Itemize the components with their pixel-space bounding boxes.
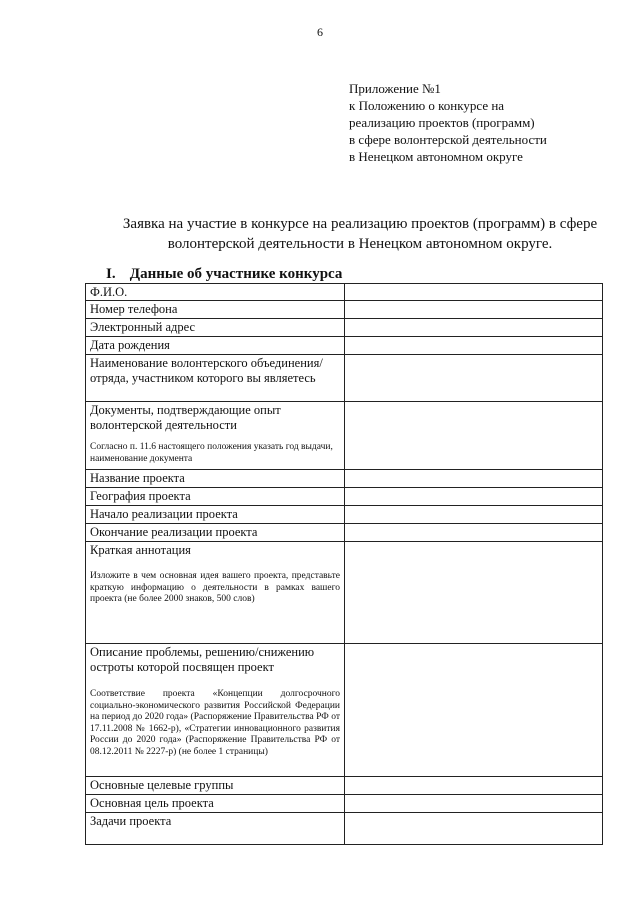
documents-label-text: Документы, подтверждающие опыт волонтерской деятельности: [90, 403, 281, 432]
field-value-target-groups[interactable]: [345, 777, 603, 795]
field-label-birth-date: Дата рождения: [86, 337, 345, 355]
field-value-fio[interactable]: [345, 284, 603, 301]
summary-label-text: Краткая аннотация: [90, 543, 191, 557]
field-label-organization: Наименование волонтерского объединения/отряда, участником которого вы являетесь: [86, 355, 345, 402]
field-label-end: Окончание реализации проекта: [86, 524, 345, 542]
field-label-summary: [86, 542, 345, 644]
field-label-target-groups: Основные целевые группы: [86, 777, 345, 795]
table-row: [86, 506, 603, 524]
field-value-tasks[interactable]: [345, 813, 603, 845]
field-label-fio: Ф.И.О.: [86, 284, 345, 301]
field-label-problem: [86, 644, 345, 777]
table-row: [86, 402, 603, 470]
field-value-organization[interactable]: [345, 355, 603, 402]
field-value-email[interactable]: [345, 319, 603, 337]
field-value-start[interactable]: [345, 506, 603, 524]
field-value-goal[interactable]: [345, 795, 603, 813]
section-heading: [106, 266, 342, 283]
section-title: Данные об участнике конкурса: [129, 266, 343, 282]
field-label-start: Начало реализации проекта: [86, 506, 345, 524]
field-label-tasks: Задачи проекта: [86, 813, 345, 845]
field-value-documents[interactable]: [345, 402, 603, 470]
appendix-line: в сфере волонтерской деятельности: [349, 132, 547, 147]
appendix-line: к Положению о конкурсе на: [349, 98, 505, 113]
appendix-line: в Ненецком автономном округе: [349, 149, 523, 164]
table-row: [86, 470, 603, 488]
table-row: [86, 813, 603, 845]
field-value-problem[interactable]: [345, 644, 603, 777]
field-value-project-name[interactable]: [345, 470, 603, 488]
table-row: [86, 319, 603, 337]
participant-form-table: [85, 283, 603, 845]
problem-note: Соответствие проекта «Концепции долгосрочного социально-экономического развития Российской Федерации на период до 2020 года» (Распоряжение Правительства РФ от 17.11.2008 № 1662-р), «Стратегии инновационного развития России до 2020 года» (Распоряжение Правительства РФ от 08.12.2011 № 2227-р) (не более 1 страницы): [90, 689, 340, 757]
table-row: [86, 337, 603, 355]
page-number: 6: [317, 25, 323, 39]
field-label-documents: [86, 402, 345, 470]
appendix-header: [349, 80, 547, 165]
field-label-geography: География проекта: [86, 488, 345, 506]
table-row: [86, 301, 603, 319]
table-row: [86, 644, 603, 777]
field-label-goal: Основная цель проекта: [86, 795, 345, 813]
appendix-line: реализацию проектов (программ): [349, 115, 535, 130]
table-row: [86, 355, 603, 402]
table-row: [86, 284, 603, 301]
field-value-phone[interactable]: [345, 301, 603, 319]
table-row: [86, 542, 603, 644]
problem-label-text: Описание проблемы, решению/снижению остроты которой посвящен проект: [90, 645, 315, 674]
summary-note: Изложите в чем основная идея вашего проекта, представьте краткую информацию о деятельности в рамках вашего проекта (не более 2000 знаков, 500 слов): [90, 571, 340, 604]
documents-note: Согласно п. 11.6 настоящего положения указать год выдачи, наименование документа: [90, 442, 333, 464]
field-value-geography[interactable]: [345, 488, 603, 506]
field-value-end[interactable]: [345, 524, 603, 542]
field-value-birth-date[interactable]: [345, 337, 603, 355]
field-label-phone: Номер телефона: [86, 301, 345, 319]
field-value-summary[interactable]: [345, 542, 603, 644]
document-title: Заявка на участие в конкурсе на реализацию проектов (программ) в сфере волонтерской деятельности в Ненецком автономном округе.: [122, 216, 598, 252]
table-row: [86, 777, 603, 795]
field-label-project-name: Название проекта: [86, 470, 345, 488]
table-row: [86, 488, 603, 506]
appendix-line: Приложение №1: [349, 81, 441, 96]
section-number: I.: [106, 266, 116, 282]
table-row: [86, 795, 603, 813]
field-label-email: Электронный адрес: [86, 319, 345, 337]
table-row: [86, 524, 603, 542]
